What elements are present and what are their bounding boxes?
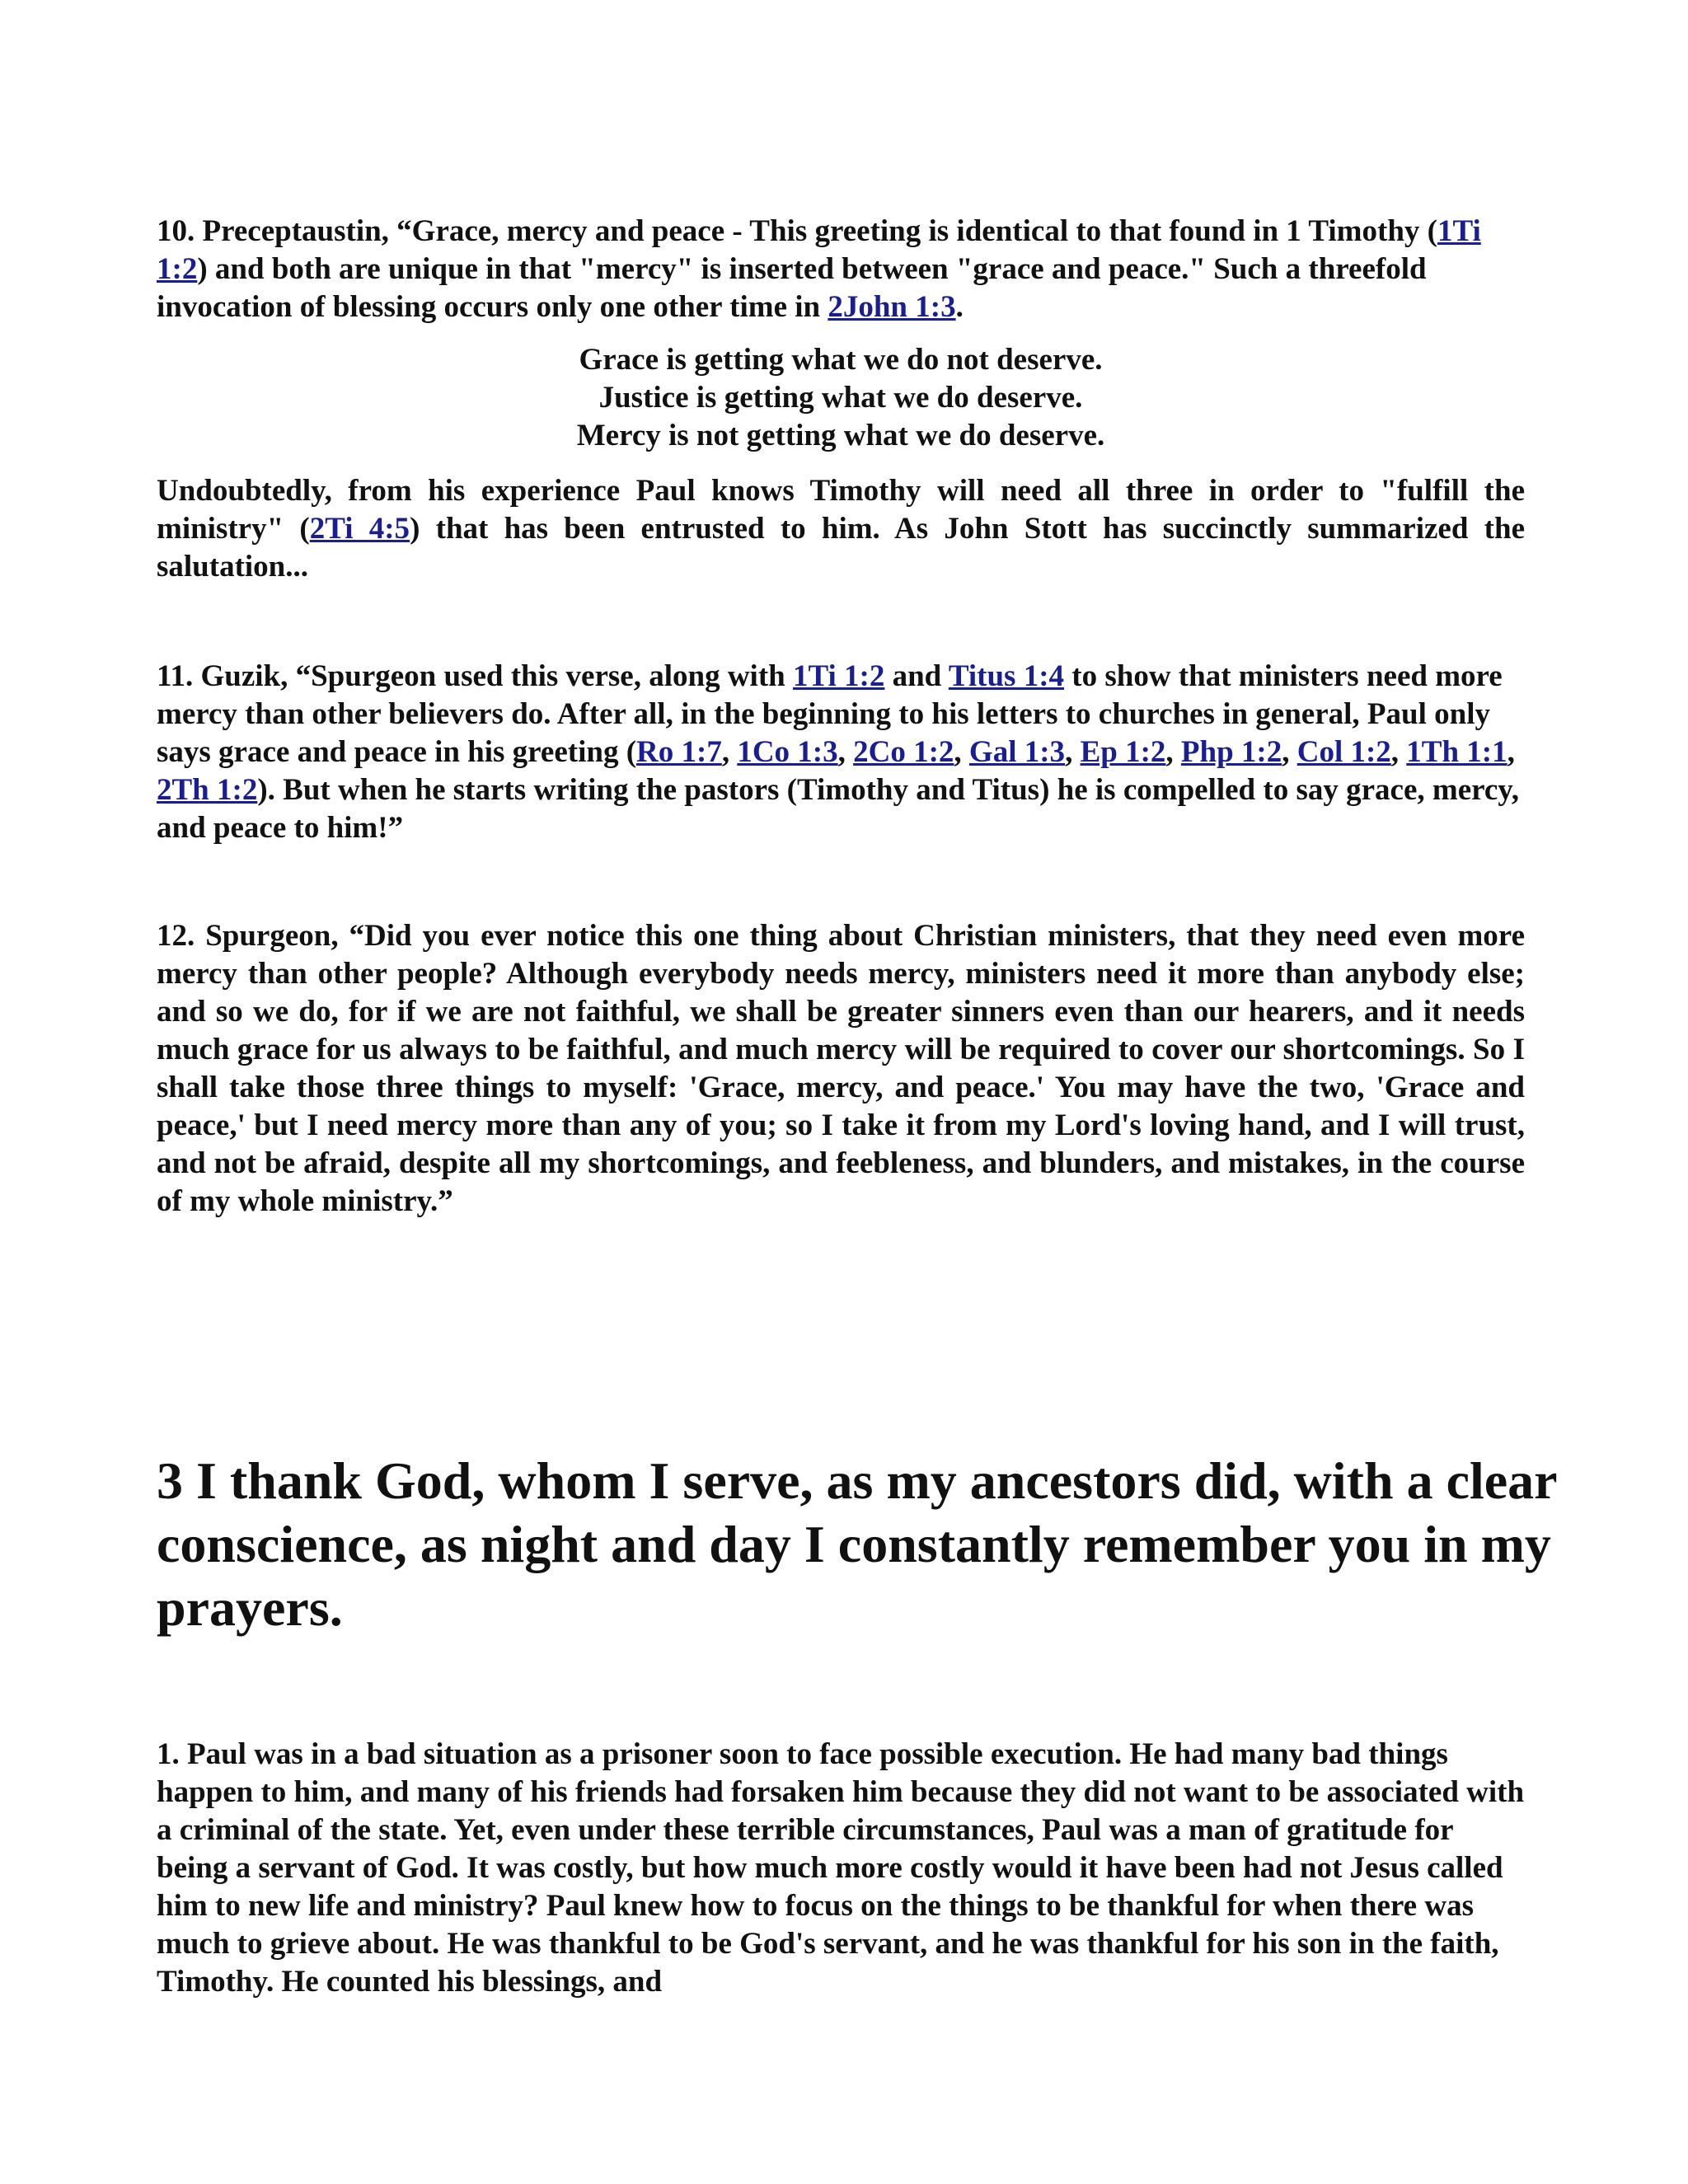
ref-link-1th-1-1[interactable]: 1Th 1:1 bbox=[1406, 735, 1507, 769]
ref-link-ro-1-7[interactable]: Ro 1:7 bbox=[636, 735, 722, 769]
ref-separator: , bbox=[1165, 735, 1181, 769]
comment-10-text-1: 10. Preceptaustin, “Grace, mercy and peace - This greeting is identical to that found in 1 Timothy ( bbox=[157, 214, 1437, 248]
comment-11-text-1: 11. Guzik, “Spurgeon used this verse, along with bbox=[157, 659, 793, 693]
ref-separator: , bbox=[1390, 735, 1407, 769]
ref-link-2th-1-2[interactable]: 2Th 1:2 bbox=[157, 773, 258, 807]
ref-link-titus-1-4[interactable]: Titus 1:4 bbox=[948, 659, 1065, 693]
ref-separator: , bbox=[954, 735, 969, 769]
comment-10b-text-1: Undoubtedly, from his experience Paul knows Timothy will need all three in order to "fulfill the ministry" ( bbox=[157, 474, 1525, 546]
quote-line-justice: Justice is getting what we do deserve. bbox=[598, 381, 1083, 415]
ref-link-ep-1-2[interactable]: Ep 1:2 bbox=[1080, 735, 1166, 769]
ref-separator: , bbox=[721, 735, 738, 769]
comment-10-text-2: ) and both are unique in that "mercy" is inserted between "grace and peace." Such a threefold invocation of blessing occurs only one other time in bbox=[157, 252, 1427, 324]
ref-separator: , bbox=[1507, 735, 1515, 769]
comment-10-continuation bbox=[157, 472, 1525, 586]
ref-link-1ti-1-2[interactable]: 1Ti 1:2 bbox=[157, 214, 1481, 286]
ref-link-2co-1-2[interactable]: 2Co 1:2 bbox=[853, 735, 954, 769]
ref-link-1co-1-3[interactable]: 1Co 1:3 bbox=[737, 735, 838, 769]
ref-link-2ti-4-5[interactable]: 2Ti 4:5 bbox=[309, 512, 410, 546]
verse-heading: 3 I thank God, whom I serve, as my ancestors did, with a clear conscience, as night and day I constantly remember you in my prayers. bbox=[157, 1451, 1557, 1637]
comment-11-text-2: and bbox=[884, 659, 949, 693]
ref-link-gal-1-3[interactable]: Gal 1:3 bbox=[968, 735, 1066, 769]
comment-10 bbox=[157, 213, 1525, 326]
ref-link-php-1-2[interactable]: Php 1:2 bbox=[1180, 735, 1282, 769]
ref-separator: , bbox=[837, 735, 854, 769]
comment-11-text-3: to show that ministers need more mercy than other believers do. After all, in the beginning to his letters to churches in general, Paul only says grace and peace in his greeting ( bbox=[157, 659, 1503, 769]
grace-justice-mercy-quote bbox=[157, 341, 1525, 455]
ref-link-1ti-1-2[interactable]: 1Ti 1:2 bbox=[792, 659, 885, 693]
comment-11-text-4: ). But when he starts writing the pastors (Timothy and Titus) he is compelled to say grace, mercy, and peace to him!” bbox=[157, 773, 1520, 845]
comment-1: 1. Paul was in a bad situation as a prisoner soon to face possible execution. He had many bad things happen to him, and many of his friends had forsaken him because they did not want to be associated with a criminal of the state. Yet, even under these terrible circumstances, Paul was a man of gratitude for being a servant of God. It was costly, but how much more costly would it have been had not Jesus called him to new life and ministry? Paul knew how to focus on the things to be thankful for when there was much to grieve about. He was thankful to be God's servant, and he was thankful for his son in the faith, Timothy. He counted his blessings, and bbox=[157, 1737, 1525, 1999]
ref-link-col-1-2[interactable]: Col 1:2 bbox=[1296, 735, 1391, 769]
comment-10b-text-2: ) that has been entrusted to him. As John Stott has succinctly summarized the salutation... bbox=[157, 512, 1525, 583]
comment-10-text-3: . bbox=[955, 290, 964, 324]
ref-separator: , bbox=[1282, 735, 1297, 769]
quote-line-grace: Grace is getting what we do not deserve. bbox=[579, 343, 1103, 377]
ref-separator: , bbox=[1065, 735, 1081, 769]
quote-line-mercy: Mercy is not getting what we do deserve. bbox=[576, 419, 1105, 452]
ref-link-2john-1-3[interactable]: 2John 1:3 bbox=[828, 290, 956, 324]
comment-12: 12. Spurgeon, “Did you ever notice this one thing about Christian ministers, that they need even more mercy than other people? Although everybody needs mercy, ministers need it more than anybody else; and so we do, for if we are not faithful, we shall be greater sinners even than our hearers, and it needs much grace for us always to be faithful, and much mercy will be required to cover our shortcomings. So I shall take those three things to myself: 'Grace, mercy, and peace.' You may have the two, 'Grace and peace,' but I need mercy more than any of you; so I take it from my Lord's loving hand, and I will trust, and not be afraid, despite all my shortcomings, and feebleness, and blunders, and mistakes, in the course of my whole ministry.” bbox=[157, 919, 1525, 1218]
comment-11 bbox=[157, 658, 1525, 847]
